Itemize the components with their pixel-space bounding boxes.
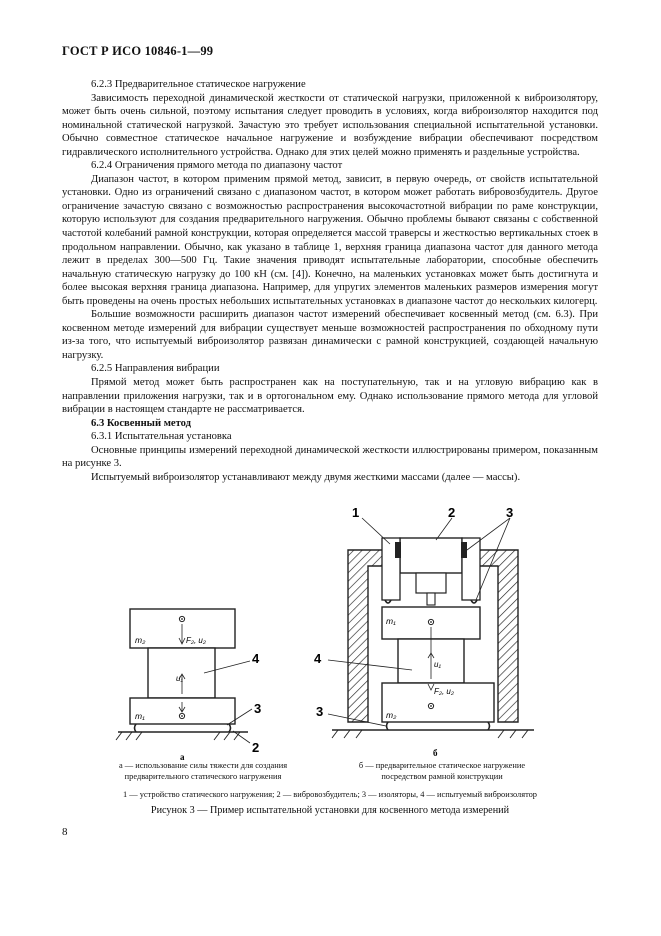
page-number: 8 — [62, 826, 68, 838]
actuator-body — [400, 538, 462, 573]
section-heading: 6.2.5 Направления вибрации — [91, 363, 220, 375]
document-header: ГОСТ Р ИСО 10846-1—99 — [62, 44, 214, 58]
label-m2-a: m₂ — [135, 635, 146, 645]
callout-b-3-top: 3 — [506, 505, 514, 520]
label-m2-b: m₂ — [386, 710, 397, 720]
label-f2u2-b: F₂, u₂ — [434, 687, 454, 696]
panel-a-letter: а — [180, 752, 185, 760]
panel-b-letter: б — [433, 748, 438, 758]
callout-a-2: 2 — [252, 740, 260, 755]
label-m1-b: m₁ — [386, 616, 396, 626]
caption-a: а — использование силы тяжести для создания предварительного статического нагружения — [118, 761, 288, 781]
section-heading: 6.3 Косвенный метод — [91, 417, 192, 429]
callout-b-1: 1 — [352, 505, 360, 520]
callout-a-4: 4 — [252, 651, 260, 666]
paragraph: Прямой метод может быть распространен как на поступательную, так и на угловую вибрацию как в направлении приложения нагрузки, так и в ортогональном ему. Однако использование прямого метода для угловой вибрации в настоящем стандарте не рассматривается. — [62, 377, 598, 416]
callout-b-3-bottom: 3 — [316, 704, 324, 719]
figure-3-diagram — [100, 498, 580, 760]
paragraph: Большие возможности расширить диапазон частот измерений обеспечивает косвенный метод (см. 6.3). При косвенном методе измерений для вибрации существует меньше возможностей распространения по обходному пути из-за того, что испытуемый виброизолятор развязан динамически с рамной конструкцией, создающей начальную нагрузку. — [62, 309, 598, 361]
label-u1-a: u₁ — [176, 674, 183, 683]
label-f2u2-a: F₂, u₂ — [186, 636, 206, 645]
body-text — [62, 78, 598, 484]
isolator-a-right — [229, 724, 231, 732]
paragraph: Зависимость переходной динамической жесткости от статической нагрузки, приложенной к виброизолятору, может быть очень сильной, поэтому испытания следует проводить в условиях, когда виброизолятор находится под номинальной статической нагрузкой. Зачастую это требует использования специальной испытательной установки. Обычно совместное статическое начальное нагружение и возбуждение вибрации обеспечивают посредством гидравлического исполнительного устройства. Однако для этих целей можно применять и раздельные устройства. — [62, 92, 598, 158]
label-m1-a: m₁ — [135, 711, 145, 721]
paragraph: Основные принципы измерений переходной динамической жесткости иллюстрированы примером, показанным на рисунке 3. — [62, 444, 598, 470]
section-heading: 6.2.4 Ограничения прямого метода по диапазону частот — [91, 160, 343, 172]
section-heading: 6.3.1 Испытательная установка — [91, 431, 232, 443]
section-heading: 6.2.3 Предварительное статическое нагружение — [91, 79, 306, 90]
panel-a — [116, 609, 261, 760]
callout-a-3: 3 — [254, 701, 262, 716]
figure-legend: 1 — устройство статического нагружения; 2 — вибровозбудитель; 3 — изоляторы, 4 — испытуемый виброизолятор — [122, 790, 537, 799]
isolator-a-left — [135, 724, 137, 732]
callout-b-4: 4 — [314, 651, 322, 666]
panel-b — [314, 505, 534, 758]
figure-title: Рисунок 3 — Пример испытательной установки для косвенного метода измерений — [150, 805, 510, 816]
callout-b-2: 2 — [448, 505, 456, 520]
paragraph: Испытуемый виброизолятор устанавливают между двумя жесткими массами (далее — массы). — [91, 471, 521, 483]
paragraph: Диапазон частот, в котором применим прямой метод, зависит, в первую очередь, от свойств испытательной установки. Одно из ограничений связано с диапазоном частот, в котором может работать вибровозбудитель. Другое ограничение зачастую связано с возможностью распространения высокочастотной вибрации по раме конструкции, которую используют для создания предварительного нагружения. Обычно проблемы бывают связаны с собственной частотой колебаний рамной конструкции, которая определяется массой траверсы и жесткостью вертикальных стоек в продольном направлении. Обычно, как указано в таблице 1, верхняя граница диапазона частот для данного метода лежит в пределах 300—500 Гц. Такие значения приводят испытательные лаборатории, способные обеспечить начальную статическую нагрузку до 100 кН (см. [4]). Конечно, на маленьких установках может быть достигнута и более высокая верхняя граница диапазона. Например, для упругих элементов маленьких размеров измерения могут быть проведены на очень простых небольших испытательных установках в диапазоне частот до нескольких килогерц. — [62, 173, 598, 307]
caption-b: б — предварительное статическое нагружение посредством рамной конструкции — [358, 761, 526, 781]
label-u1-b: u₁ — [434, 660, 441, 669]
